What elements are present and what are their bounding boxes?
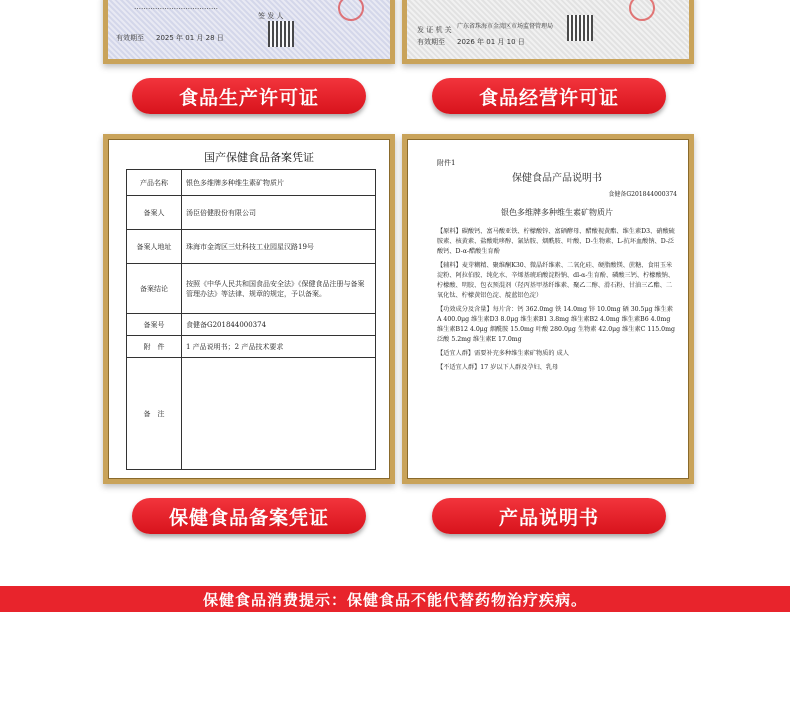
row-key: 附 件 (127, 336, 182, 358)
manual-suitable: 【适宜人群】需要补充多种维生素矿物质的 成人 (437, 350, 569, 357)
manual-product-name: 银色多维牌多种维生素矿物质片 (501, 208, 613, 217)
qr-code-icon (567, 15, 593, 41)
product-manual-label: 产品说明书 (432, 498, 666, 534)
row-value: 银色多维牌多种维生素矿物质片 (182, 170, 376, 196)
row-value (182, 358, 376, 470)
row-value: 按照《中华人民共和国食品安全法》《保健食品注册与备案管理办法》等法律、规章的规定，予以备案。 (182, 264, 376, 314)
cert-text: ……………………………… (134, 3, 218, 11)
row-key: 备案结论 (127, 264, 182, 314)
row-value: 食健备G201844000374 (182, 314, 376, 336)
table-row (127, 314, 376, 336)
manual-filing-no: 食健备G201844000374 (608, 191, 677, 198)
business-license-label: 食品经营许可证 (432, 78, 666, 114)
production-license-image (103, 0, 395, 64)
filing-doc-title: 国产保健食品备案凭证 (204, 151, 314, 164)
cert-date-value: 2025 年 01 月 28 日 (156, 34, 224, 42)
table-row (127, 358, 376, 470)
manual-content: 【功效成分及含量】每片含：钙 362.0mg 铁 14.0mg 锌 10.0mg 硒 30.5μg 维生素A 400.0μg 维生素D3 8.0μg 维生素B1 3.8mg 维生素B2 4.0mg 维生素B6 4.0mg 维生素B12 4.0μg 烟酰胺 15.0mg 叶酸 280.0μg 生物素 42.0μg 维生素C 115.0mg 泛酸 5.2mg 维生素E 17.0mg (437, 306, 675, 343)
filing-certificate-image (103, 134, 395, 484)
row-value: 珠海市金湾区三灶科技工业园星汉路19号 (182, 230, 376, 264)
consumer-notice-banner: 保健食品消费提示：保健食品不能代替药物治疗疾病。 (0, 586, 790, 612)
manual-title: 保健食品产品说明书 (512, 173, 602, 184)
row-key: 备 注 (127, 358, 182, 470)
table-row (127, 230, 376, 264)
filing-certificate-label: 保健食品备案凭证 (132, 498, 366, 534)
row-key: 备案号 (127, 314, 182, 336)
production-license-label: 食品生产许可证 (132, 78, 366, 114)
cert-date-label: 有效期至 (417, 38, 445, 46)
manual-raw-materials: 【原料】碳酸钙、富马酸亚铁、柠檬酸锌、富硒酵母、醋酸视黄酯、维生素D3、硝酸硫胺素、核黄素、盐酸吡哆醇、氰钴胺、烟酰胺、叶酸、D-生物素、L-抗坏血酸钠、D-泛酸钙、D-α-醋酸生育酚 (437, 228, 675, 255)
manual-attachment: 附件1 (437, 159, 456, 167)
cert-date-value: 2026 年 01 月 10 日 (457, 38, 525, 46)
row-value: 汤臣倍健股份有限公司 (182, 196, 376, 230)
cert-issuer-label: 发 证 机 关 (417, 26, 452, 34)
filing-table (126, 169, 376, 470)
manual-body (437, 157, 677, 377)
row-key: 产品名称 (127, 170, 182, 196)
table-row (127, 196, 376, 230)
table-row (127, 170, 376, 196)
table-row (127, 336, 376, 358)
row-value: 1 产品说明书；2 产品技术要求 (182, 336, 376, 358)
manual-unsuitable: 【不适宜人群】17 岁以下人群及孕妇、乳母 (437, 364, 559, 371)
row-key: 备案人 (127, 196, 182, 230)
product-manual-image (402, 134, 694, 484)
manual-excipients: 【辅料】麦芽糊精、聚维酮K30、微晶纤维素、二氧化硅、硬脂酸镁、蔗糖、食用玉米淀粉、阿拉伯胶、纯化水、辛烯基琥珀酸淀粉钠、dl-α-生育酚、磷酸三钙、柠檬酸钠、柠檬酸、明胶、包衣预混剂（羟丙基甲基纤维素、聚乙二醇、滑石粉、甘油三乙酯、二氧化钛、柠檬黄铝色淀、靛蓝铝色淀） (437, 262, 675, 299)
cert-issuer-text: 广东省珠海市金湾区市场监督管理局 (457, 23, 554, 30)
row-key: 备案人地址 (127, 230, 182, 264)
business-license-image (402, 0, 694, 64)
cert-signer: 签 发 人 (258, 12, 284, 20)
table-row (127, 264, 376, 314)
cert-date-label: 有效期至 (116, 34, 144, 42)
qr-code-icon (268, 21, 294, 47)
